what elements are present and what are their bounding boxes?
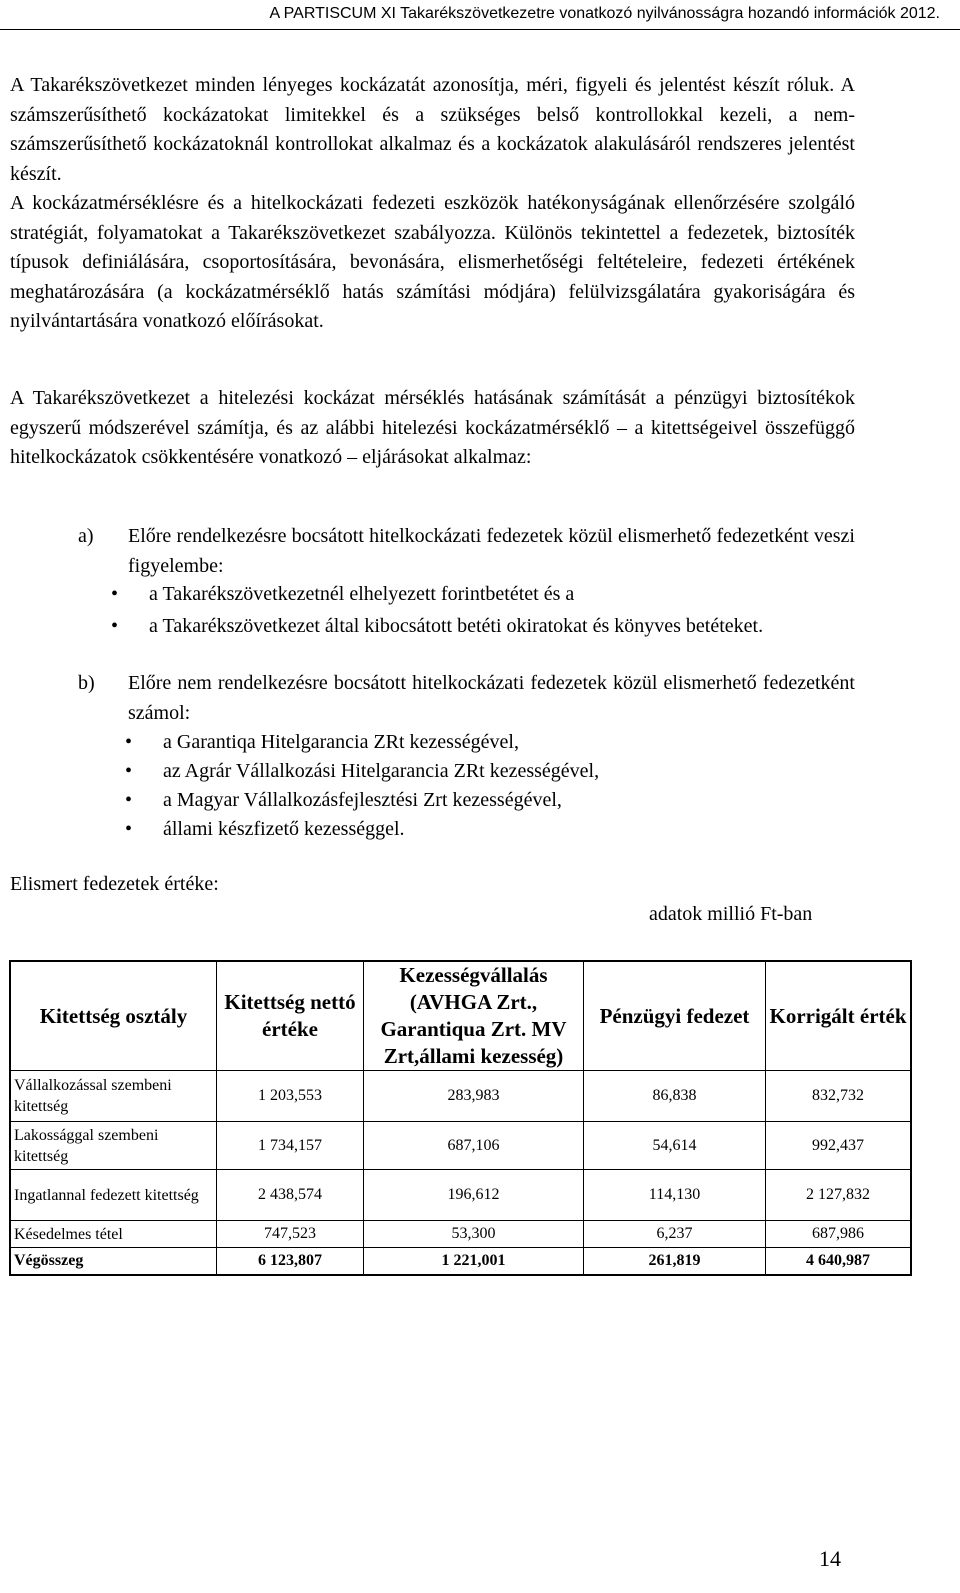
units-note: adatok millió Ft-ban [649,903,813,925]
table-cell: Ingatlannal fedezett kitettség [10,1170,217,1221]
paragraph-risk-mitigation-strategy: A kockázatmérséklésre és a hitelkockázati fedezeti eszközök hatékonyságának ellenőrzésére szolgáló stratégiát, folyamatokat a Takarékszövetkezet szabályozza. Különös tekintettel a fedezetek, biztosíték típusok definiálására, csoportosítására, bevonására, elismerhetőségi feltételeire, fedezeti értékének meghatározására (a kockázatmérséklő hatás számítási módjára) felülvizsgálatára gyakoriságára és nyilvántartására vonatkozó előírásokat. [10,192,855,332]
table-cell: 1 734,157 [217,1122,364,1170]
list-text-b: Előre nem rendelkezésre bocsátott hitelkockázati fedezetek közül elismerhető fedezetként számol: [128,672,855,724]
table-cell: 261,819 [584,1248,766,1275]
collateral-table [9,960,912,1276]
bullet-text: a Takarékszövetkezetnél elhelyezett forintbetétet és a [149,583,575,605]
table-cell: 54,614 [584,1122,766,1170]
table-cell: Vállalkozással szembeni kitettség [10,1071,217,1122]
bullet-item [125,728,843,758]
bullet-text: a Garantiqa Hitelgarancia ZRt kezességével, [163,731,519,753]
bullet-icon: • [111,583,119,605]
column-header: Kitettség nettó értéke [217,961,364,1071]
bullet-item [125,786,843,816]
table-cell: 6,237 [584,1221,766,1248]
table-cell: 687,106 [364,1122,584,1170]
table-cell: 2 127,832 [766,1170,912,1221]
bullet-item [125,815,843,845]
table-row [10,1170,911,1221]
bullet-text: az Agrár Vállalkozási Hitelgarancia ZRt kezességével, [163,760,600,782]
table-cell: Lakossággal szembeni kitettség [10,1122,217,1170]
table-total-row [10,1248,911,1275]
bullet-item [111,580,845,610]
table-row [10,1221,911,1248]
table-cell: 992,437 [766,1122,912,1170]
table-header-row [10,961,911,1071]
bullet-text: állami készfizető kezességgel. [163,818,405,840]
table-cell: Késedelmes tétel [10,1221,217,1248]
page-number: 14 [819,1546,841,1571]
bullet-text: a Takarékszövetkezet által kibocsátott betéti okiratokat és könyves betéteket. [149,615,764,637]
table-cell: 4 640,987 [766,1248,912,1275]
header-text: A PARTISCUM XI Takarékszövetkezetre vonatkozó nyilvánosságra hozandó információk 2012. [269,5,940,22]
bullet-text: a Magyar Vállalkozásfejlesztési Zrt kezességével, [163,789,562,811]
table-cell: 114,130 [584,1170,766,1221]
bullet-item [125,757,843,787]
table-cell: 747,523 [217,1221,364,1248]
table-cell: 687,986 [766,1221,912,1248]
list-text-a: Előre rendelkezésre bocsátott hitelkockázati fedezetek közül elismerhető fedezetként veszi figyelembe: [128,525,855,577]
page-header [0,3,960,30]
bullet-icon: • [125,789,133,811]
table-cell: 1 221,001 [364,1248,584,1275]
table-cell: 53,300 [364,1221,584,1248]
bullet-icon: • [111,615,119,637]
list-marker-a: a) [78,525,94,547]
list-item-b [78,669,855,728]
table-cell: 1 203,553 [217,1071,364,1122]
list-marker-b: b) [78,672,95,694]
column-header: Kezességvállalás (AVHGA Zrt., Garantiqua Zrt. MV Zrt,állami kezesség) [364,961,584,1071]
column-header: Pénzügyi fedezet [584,961,766,1071]
table-cell: 2 438,574 [217,1170,364,1221]
table-row [10,1071,911,1122]
table-cell: 196,612 [364,1170,584,1221]
table-row [10,1122,911,1170]
column-header: Korrigált érték [766,961,912,1071]
paragraph-credit-risk-mitigation: A Takarékszövetkezet a hitelezési kockázat mérséklés hatásának számítását a pénzügyi biztosítékok egyszerű módszerével számítja, és az alábbi hitelezési kockázatmérséklő – a kitettségeivel összefüggő hitelkockázatok csökkentésére vonatkozó – eljárásokat alkalmaz: [10,387,855,468]
column-header: Kitettség osztály [10,961,217,1071]
list-item-a [78,522,855,581]
table-cell: Végösszeg [10,1248,217,1275]
bullet-icon: • [125,818,133,840]
table-cell: 832,732 [766,1071,912,1122]
paragraph-risk-identification: A Takarékszövetkezet minden lényeges kockázatát azonosítja, méri, figyeli és jelentést készít róluk. A számszerűsíthető kockázatokat limitekkel és a szükséges belső kontrollokkal kezeli, a nem-számszerűsíthető kockázatoknál kontrollokat alkalmaz és a kockázatok alakulásáról rendszeres jelentést készít. [10,74,855,185]
table-cell: 283,983 [364,1071,584,1122]
bullet-icon: • [125,760,133,782]
section-label: Elismert fedezetek értéke: [10,873,219,895]
table-cell: 6 123,807 [217,1248,364,1275]
bullet-item [111,612,845,642]
table-cell: 86,838 [584,1071,766,1122]
bullet-icon: • [125,731,133,753]
